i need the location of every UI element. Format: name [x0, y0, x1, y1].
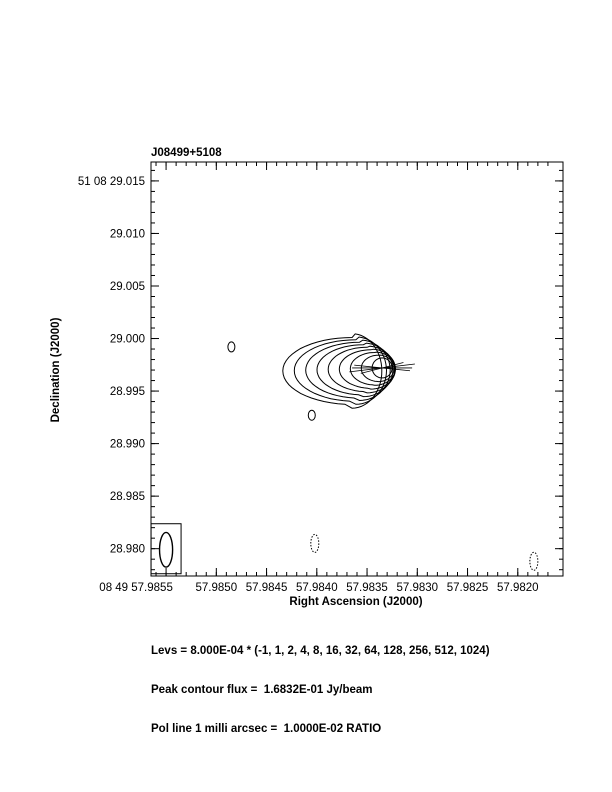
- y-tick-label: 28.990: [109, 438, 145, 451]
- x-tick-label: 57.9830: [396, 582, 439, 594]
- beam-ellipse: [160, 532, 173, 567]
- peak-flux-text: Peak contour flux = 1.6832E-01 Jy/beam: [151, 684, 373, 696]
- plot-frame: [151, 162, 563, 576]
- y-tick-label: 28.985: [109, 491, 145, 504]
- chart-title: J08499+5108: [151, 147, 222, 159]
- x-tick-label: 57.9850: [195, 582, 238, 594]
- positive-contour: [308, 410, 315, 420]
- contour-line: [283, 334, 382, 408]
- y-tick-label: 28.995: [109, 386, 145, 399]
- negative-contour: [530, 552, 538, 570]
- y-tick-label: 29.000: [109, 333, 145, 346]
- y-tick-label: 29.010: [109, 228, 145, 241]
- plot-info: [151, 619, 490, 749]
- pol-line-text: Pol line 1 milli arcsec = 1.0000E-02 RATIO: [151, 723, 382, 735]
- positive-contour: [228, 342, 235, 352]
- x-tick-label: 57.9825: [446, 582, 489, 594]
- x-tick-label: 57.9845: [245, 582, 288, 594]
- contour-levels-text: Levs = 8.000E-04 * (-1, 1, 2, 4, 8, 16, 32, 64, 128, 256, 512, 1024): [151, 645, 490, 657]
- negative-contour: [311, 534, 319, 552]
- y-tick-label: 51 08 29.015: [77, 175, 145, 188]
- x-tick-label: 57.9820: [496, 582, 539, 594]
- y-axis-label: Declination (J2000): [50, 317, 62, 423]
- x-tick-label: 57.9840: [296, 582, 338, 594]
- y-tick-label: 28.980: [109, 543, 145, 556]
- x-tick-label: 57.9835: [346, 582, 388, 594]
- x-tick-label: 08 49 57.9855: [99, 582, 173, 594]
- x-axis-label: Right Ascension (J2000): [289, 596, 423, 608]
- y-tick-label: 29.005: [109, 280, 145, 293]
